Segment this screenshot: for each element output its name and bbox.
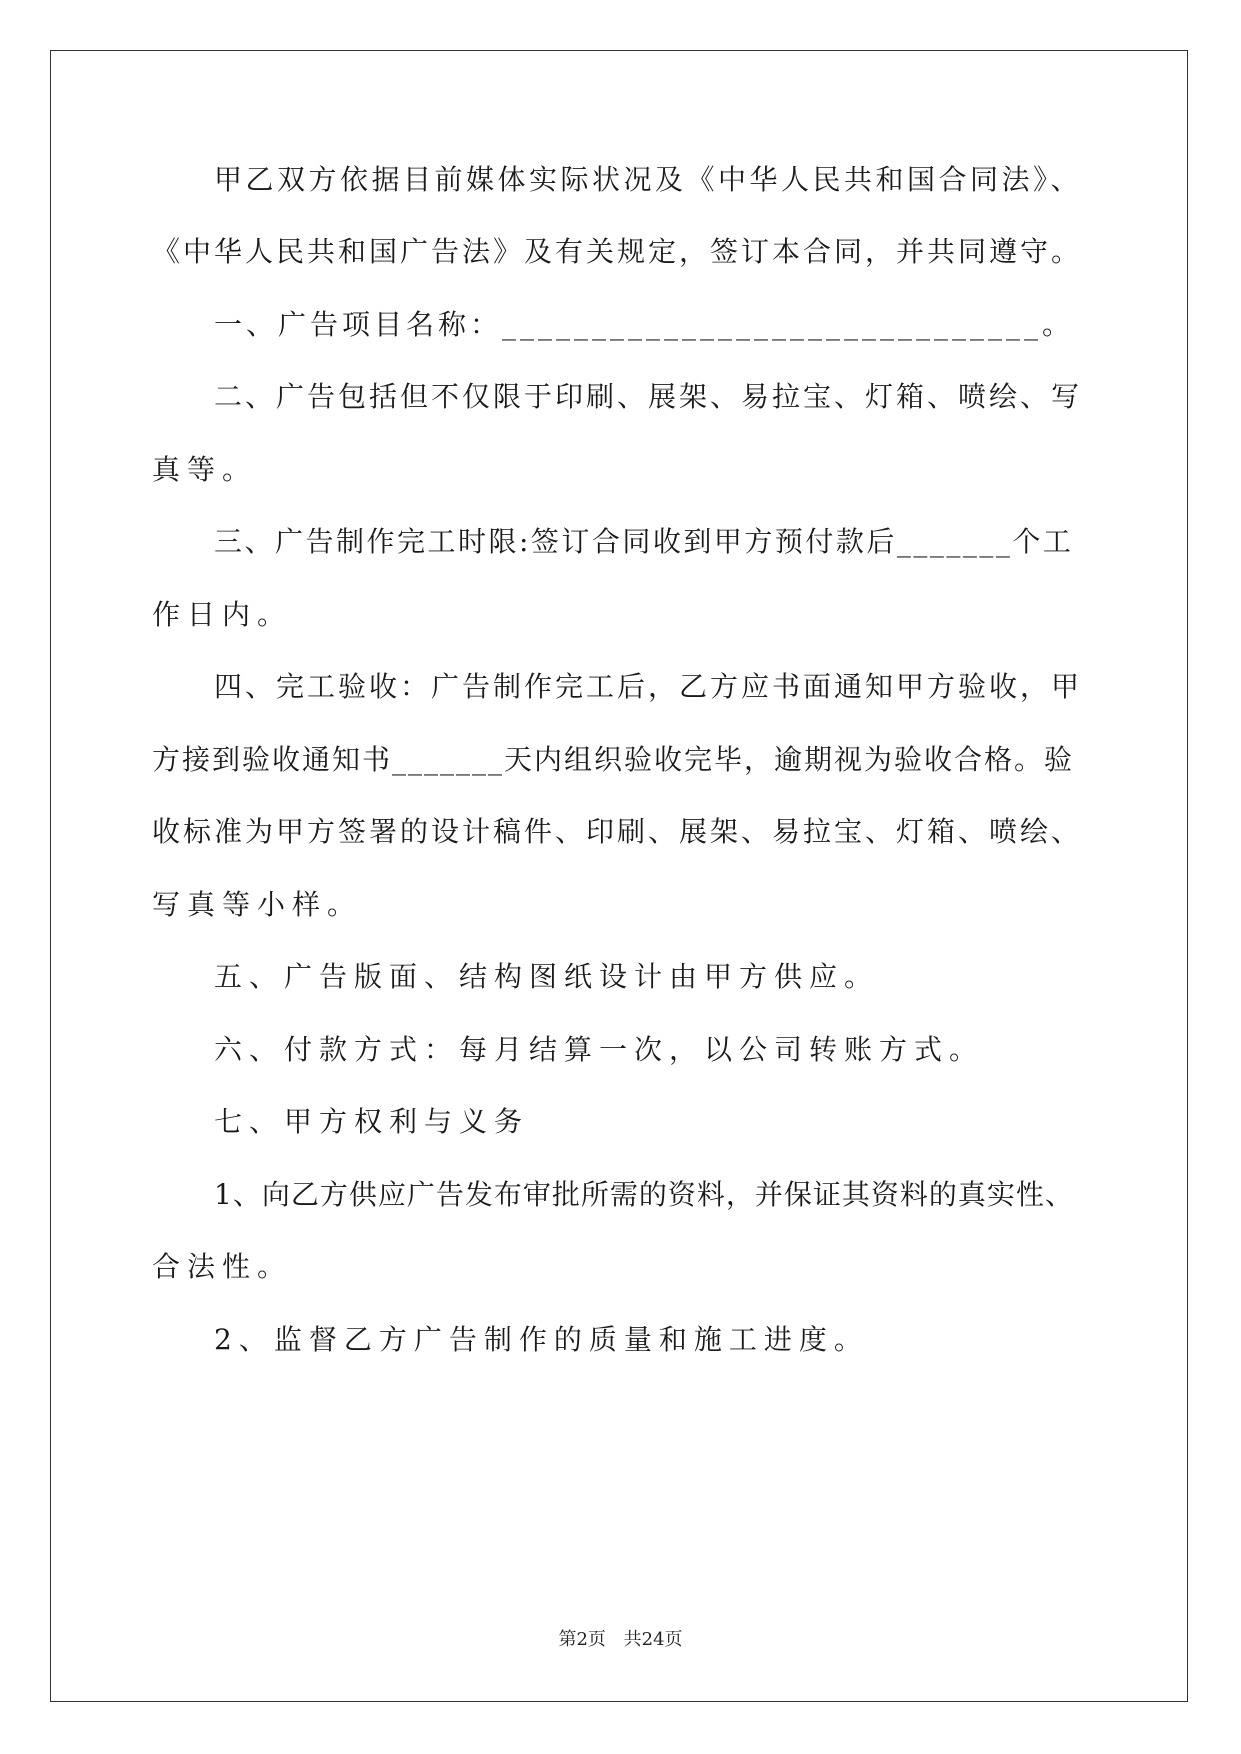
paragraph-line: 《中华人民共和国广告法》及有关规定，签订本合同，并共同遵守。 (152, 235, 1083, 268)
paragraph-line: 一、广告项目名称：______________________________。 (214, 308, 1075, 341)
total-pages: 共24页 (623, 1629, 683, 1650)
paragraph-line: 写真等小样。 (152, 888, 363, 921)
page-border (50, 50, 1188, 1702)
paragraph-line: 收标准为甲方签署的设计稿件、印刷、展架、易拉宝、灯箱、喷绘、 (152, 815, 1083, 848)
paragraph-line: 五、广告版面、结构图纸设计由甲方供应。 (214, 960, 880, 993)
paragraph-line: 甲乙双方依据目前媒体实际状况及《中华人民共和国合同法》、 (214, 163, 1083, 196)
paragraph-line: 七、甲方权利与义务 (214, 1105, 530, 1138)
paragraph-line: 方接到验收通知书_______天内组织验收完毕，逾期视为验收合格。验 (152, 743, 1075, 776)
paragraph-line: 六、付款方式：每月结算一次，以公司转账方式。 (214, 1033, 985, 1066)
paragraph-line: 真等。 (152, 453, 258, 486)
page-number: 第2页 (558, 1629, 606, 1650)
paragraph-line: 四、完工验收：广告制作完工后，乙方应书面通知甲方验收，甲 (214, 670, 1083, 703)
paragraph-line: 三、广告制作完工时限:签订合同收到甲方预付款后_______个工 (214, 525, 1074, 558)
paragraph-line: 2、监督乙方广告制作的质量和施工进度。 (214, 1323, 869, 1356)
paragraph-line: 二、广告包括但不仅限于印刷、展架、易拉宝、灯箱、喷绘、写 (214, 380, 1083, 413)
page-footer (0, 1628, 1241, 1652)
paragraph-line: 1、向乙方供应广告发布审批所需的资料，并保证其资料的真实性、 (214, 1178, 1074, 1211)
paragraph-line: 合法性。 (152, 1250, 293, 1283)
paragraph-line: 作日内。 (152, 598, 293, 631)
